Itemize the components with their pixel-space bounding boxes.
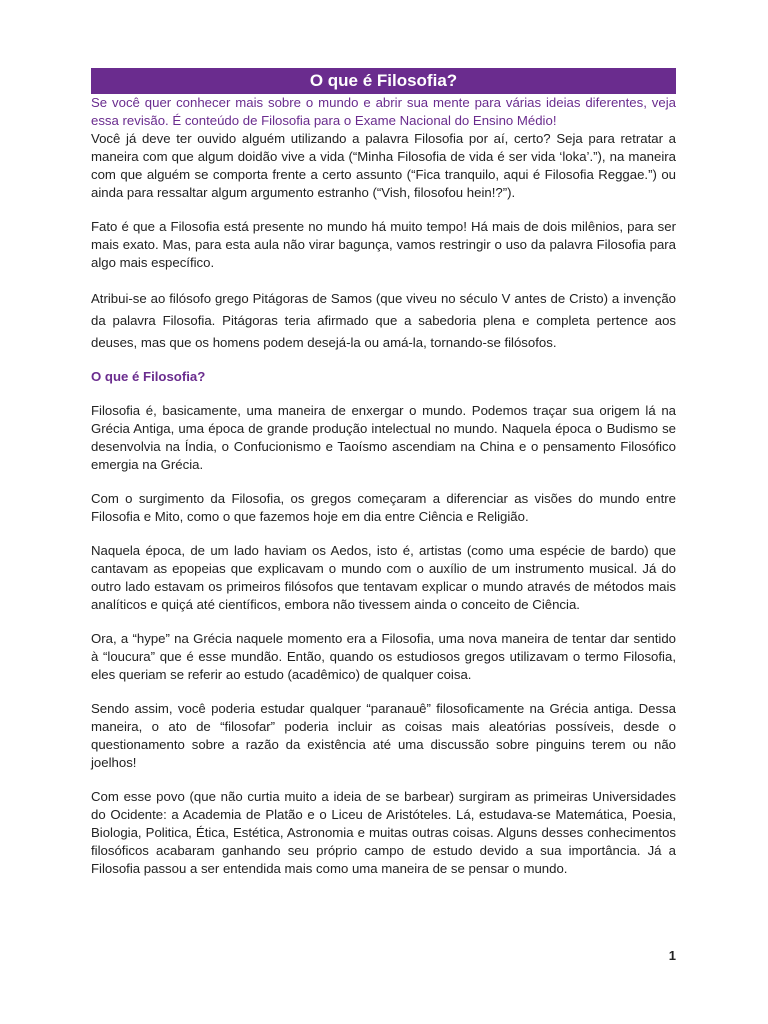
paragraph-2: Fato é que a Filosofia está presente no mundo há muito tempo! Há mais de dois milênios, para ser mais exato. Mas, para esta aula não virar bagunça, vamos restringir o uso da palavra Filosofia para algo mais específico. xyxy=(91,219,676,270)
section-paragraph-3: Naquela época, de um lado haviam os Aedos, isto é, artistas (como uma espécie de bardo) que cantavam as epopeias que explicavam o mundo com o auxílio de um instrumento musical. Já do outro lado estavam os primeiros filósofos que tentavam explicar o mundo através de métodos mais analíticos e quiçá até científicos, embora não tivessem ainda o conceito de Ciência. xyxy=(91,543,676,612)
intro-text: Se você quer conhecer mais sobre o mundo e abrir sua mente para várias ideias diferentes, veja essa revisão. É conteúdo de Filosofia para o Exame Nacional do Ensino Médio! xyxy=(91,95,676,128)
document-page xyxy=(91,68,676,878)
section-paragraph-6: Com esse povo (que não curtia muito a ideia de se barbear) surgiram as primeiras Universidades do Ocidente: a Academia de Platão e o Liceu de Aristóteles. Lá, estudava-se Matemática, Poesia, Biologia, Politica, Ética, Estética, Astronomia e muitas outras coisas. Alguns desses conhecimentos filosóficos acabaram ganhando seu próprio campo de estudo devido a sua importância. Já a Filosofia passou a ser entendida mais como uma maneira de se pensar o mundo. xyxy=(91,789,676,876)
section-paragraph-4: Ora, a “hype” na Grécia naquele momento era a Filosofia, uma nova maneira de tentar dar sentido à “loucura” que é esse mundão. Então, quando os estudiosos gregos utilizavam o termo Filosofia, eles queriam se referir ao estudo (acadêmico) de qualquer coisa. xyxy=(91,631,676,682)
section-heading: O que é Filosofia? xyxy=(91,369,206,384)
paragraph-1: Você já deve ter ouvido alguém utilizando a palavra Filosofia por aí, certo? Seja para retratar a maneira com que algum doidão vive a vida (“Minha Filosofia de vida é ser vida ‘loka’.”), na maneira com que alguém se comporta frente a certo assunto (“Fica tranquilo, aqui é Filosofia Reggae.”) ou ainda para ressaltar algum argumento estranho (“Vish, filosofou hein!?”). xyxy=(91,131,676,200)
page-number: 1 xyxy=(668,948,676,963)
page-title: O que é Filosofia? xyxy=(91,68,676,94)
section-paragraph-5: Sendo assim, você poderia estudar qualquer “paranauê” filosoficamente na Grécia antiga. Dessa maneira, o ato de “filosofar” poderia incluir as coisas mais aleatórias possíveis, desde o questionamento sobre a razão da existência até uma discussão sobre pinguins terem ou não joelhos! xyxy=(91,701,676,770)
section-paragraph-2: Com o surgimento da Filosofia, os gregos começaram a diferenciar as visões do mundo entre Filosofia e Mito, como o que fazemos hoje em dia entre Ciência e Religião. xyxy=(91,491,676,524)
section-paragraph-1: Filosofia é, basicamente, uma maneira de enxergar o mundo. Podemos traçar sua origem lá na Grécia Antiga, uma época de grande produção intelectual no mundo. Naquela época o Budismo se desenvolvia na Índia, o Confucionismo e Taoísmo ascendiam na China e o pensamento Filosófico emergia na Grécia. xyxy=(91,403,676,472)
paragraph-3: Atribui-se ao filósofo grego Pitágoras de Samos (que viveu no século V antes de Cristo) a invenção da palavra Filosofia. Pitágoras teria afirmado que a sabedoria plena e completa pertence aos deuses, mas que os homens podem desejá-la ou amá-la, tornando-se filósofos. xyxy=(91,291,676,350)
